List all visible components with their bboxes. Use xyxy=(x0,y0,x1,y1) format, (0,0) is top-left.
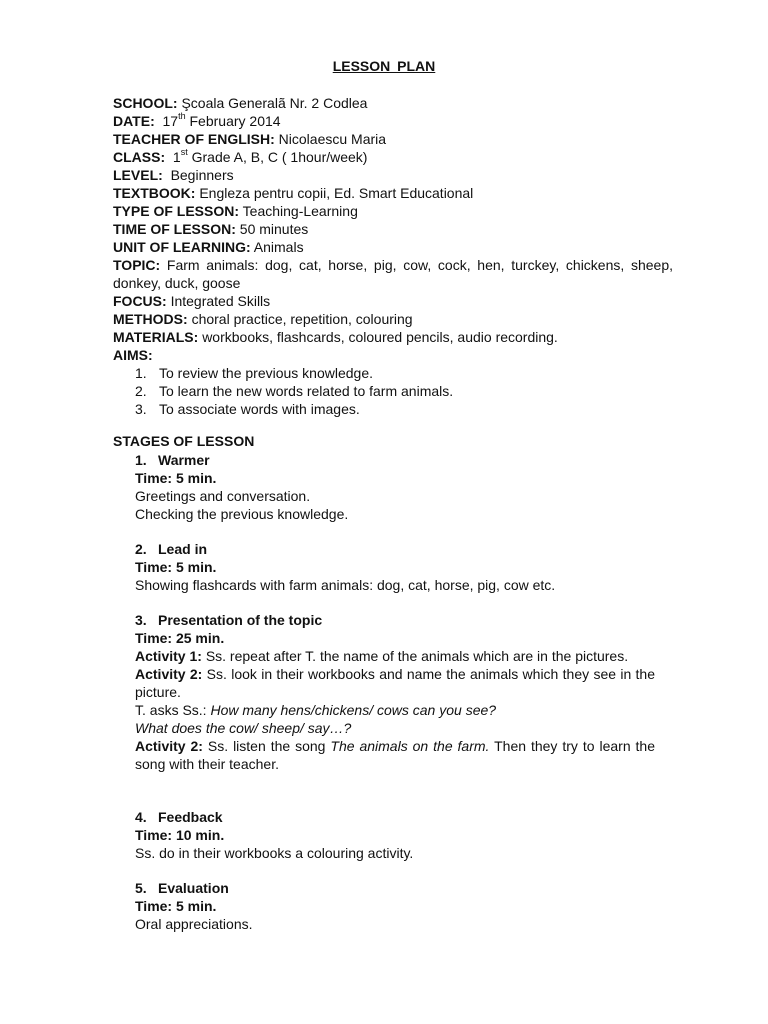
aim-number: 1. xyxy=(135,365,147,381)
methods-value: choral practice, repetition, colouring xyxy=(191,311,413,327)
song-title: The animals on the farm. xyxy=(330,738,490,754)
materials-value: workbooks, flashcards, coloured pencils, audio recording. xyxy=(202,329,558,345)
question-line xyxy=(135,719,655,737)
topic-line xyxy=(113,256,673,292)
topic-label: TOPIC: xyxy=(113,257,161,273)
aims-label xyxy=(113,346,673,364)
aim-item xyxy=(113,364,673,382)
teacher-line xyxy=(113,130,673,148)
stage-number: 3. xyxy=(135,612,147,628)
level-label: LEVEL: xyxy=(113,167,163,183)
stage-number: 2. xyxy=(135,541,147,557)
question-text: How many hens/chickens/ cows can you see? xyxy=(210,702,497,718)
stage-number: 4. xyxy=(135,809,147,825)
stage-heading xyxy=(135,451,655,469)
stage-name: Evaluation xyxy=(158,880,229,896)
stage-heading xyxy=(135,808,655,826)
activity-text: Ss. listen the song xyxy=(207,738,326,754)
stage-evaluation xyxy=(135,879,655,933)
stage-text: Greetings and conversation. xyxy=(135,488,311,504)
date-line xyxy=(113,112,673,130)
aim-number: 3. xyxy=(135,401,147,417)
activity-text: Then they try to learn the song with their teacher. xyxy=(135,738,655,772)
type-label: TYPE OF LESSON: xyxy=(113,203,240,219)
stage-text: Oral appreciations. xyxy=(135,916,253,932)
methods-label: METHODS: xyxy=(113,311,188,327)
stage-number: 1. xyxy=(135,452,147,468)
unit-label: UNIT OF LEARNING: xyxy=(113,239,251,255)
stage-time: Time: 25 min. xyxy=(135,630,225,646)
stage-text: Checking the previous knowledge. xyxy=(135,506,349,522)
type-value: Teaching-Learning xyxy=(242,203,358,219)
focus-line xyxy=(113,292,673,310)
textbook-label: TEXTBOOK: xyxy=(113,185,196,201)
unit-value: Animals xyxy=(253,239,304,255)
class-label: CLASS: xyxy=(113,149,166,165)
stage-name: Warmer xyxy=(158,452,210,468)
activity-1 xyxy=(135,647,655,665)
methods-line xyxy=(113,310,673,328)
class-rest: Grade A, B, C ( 1hour/week) xyxy=(187,149,368,165)
aim-text: To associate words with images. xyxy=(159,401,360,417)
stage-text: Ss. do in their workbooks a colouring activity. xyxy=(135,845,414,861)
textbook-value: Engleza pentru copii, Ed. Smart Educational xyxy=(199,185,474,201)
teacher-label: TEACHER OF ENGLISH: xyxy=(113,131,275,147)
lesson-header xyxy=(113,94,673,418)
stage-text: Showing flashcards with farm animals: dog, cat, horse, pig, cow etc. xyxy=(135,577,556,593)
question-text: What does the cow/ sheep/ say…? xyxy=(135,720,352,736)
class-sup: st xyxy=(180,147,188,158)
aim-text: To review the previous knowledge. xyxy=(159,365,374,381)
unit-line xyxy=(113,238,673,256)
class-num: 1 xyxy=(172,149,181,165)
time-label: TIME OF LESSON: xyxy=(113,221,236,237)
stage-time: Time: 5 min. xyxy=(135,559,217,575)
aim-text: To learn the new words related to farm animals. xyxy=(159,383,454,399)
aim-item xyxy=(113,400,673,418)
stage-warmer xyxy=(135,451,655,523)
school-line xyxy=(113,94,673,112)
question-line xyxy=(135,701,655,719)
level-line xyxy=(113,166,673,184)
stage-heading xyxy=(135,879,655,897)
question-prefix: T. asks Ss.: xyxy=(135,702,207,718)
stage-number: 5. xyxy=(135,880,147,896)
activity-2 xyxy=(135,665,655,701)
time-value: 50 minutes xyxy=(239,221,309,237)
date-day: 17 xyxy=(162,113,179,129)
aim-number: 2. xyxy=(135,383,147,399)
stage-feedback xyxy=(135,808,655,862)
level-value: Beginners xyxy=(170,167,234,183)
stage-heading xyxy=(135,611,655,629)
school-value: Şcoala Generalã Nr. 2 Codlea xyxy=(181,95,368,111)
activity-text: Ss. repeat after T. the name of the animals which are in the pictures. xyxy=(205,648,629,664)
topic-value: Farm animals: dog, cat, horse, pig, cow, cock, hen, turckey, chickens, sheep, donkey, duck, goose xyxy=(113,257,673,291)
materials-label: MATERIALS: xyxy=(113,329,199,345)
stage-name: Feedback xyxy=(158,809,223,825)
stage-time: Time: 5 min. xyxy=(135,470,217,486)
activity-label: Activity 1: xyxy=(135,648,202,664)
focus-label: FOCUS: xyxy=(113,293,167,309)
stage-lead-in xyxy=(135,540,655,594)
date-label: DATE: xyxy=(113,113,155,129)
activity-text: Ss. look in their workbooks and name the animals which they see in the picture. xyxy=(135,666,656,700)
school-label: SCHOOL: xyxy=(113,95,178,111)
page-title: LESSON PLAN xyxy=(332,58,436,74)
aims-list xyxy=(113,364,673,418)
time-line xyxy=(113,220,673,238)
focus-value: Integrated Skills xyxy=(170,293,271,309)
stage-presentation xyxy=(135,611,655,773)
stage-time: Time: 10 min. xyxy=(135,827,225,843)
materials-line xyxy=(113,328,673,346)
stage-time: Time: 5 min. xyxy=(135,898,217,914)
date-sup: th xyxy=(178,111,186,122)
stages-title: STAGES OF LESSON xyxy=(113,433,255,449)
stage-name: Lead in xyxy=(158,541,208,557)
type-line xyxy=(113,202,673,220)
aim-item xyxy=(113,382,673,400)
teacher-value: Nicolaescu Maria xyxy=(278,131,387,147)
activity-label: Activity 2: xyxy=(135,666,203,682)
activity-label: Activity 2: xyxy=(135,738,203,754)
date-rest: February 2014 xyxy=(185,113,281,129)
textbook-line xyxy=(113,184,673,202)
class-line xyxy=(113,148,673,166)
aims-label-text: AIMS: xyxy=(113,347,153,363)
stage-heading xyxy=(135,540,655,558)
activity-3 xyxy=(135,737,655,773)
stage-name: Presentation of the topic xyxy=(158,612,323,628)
